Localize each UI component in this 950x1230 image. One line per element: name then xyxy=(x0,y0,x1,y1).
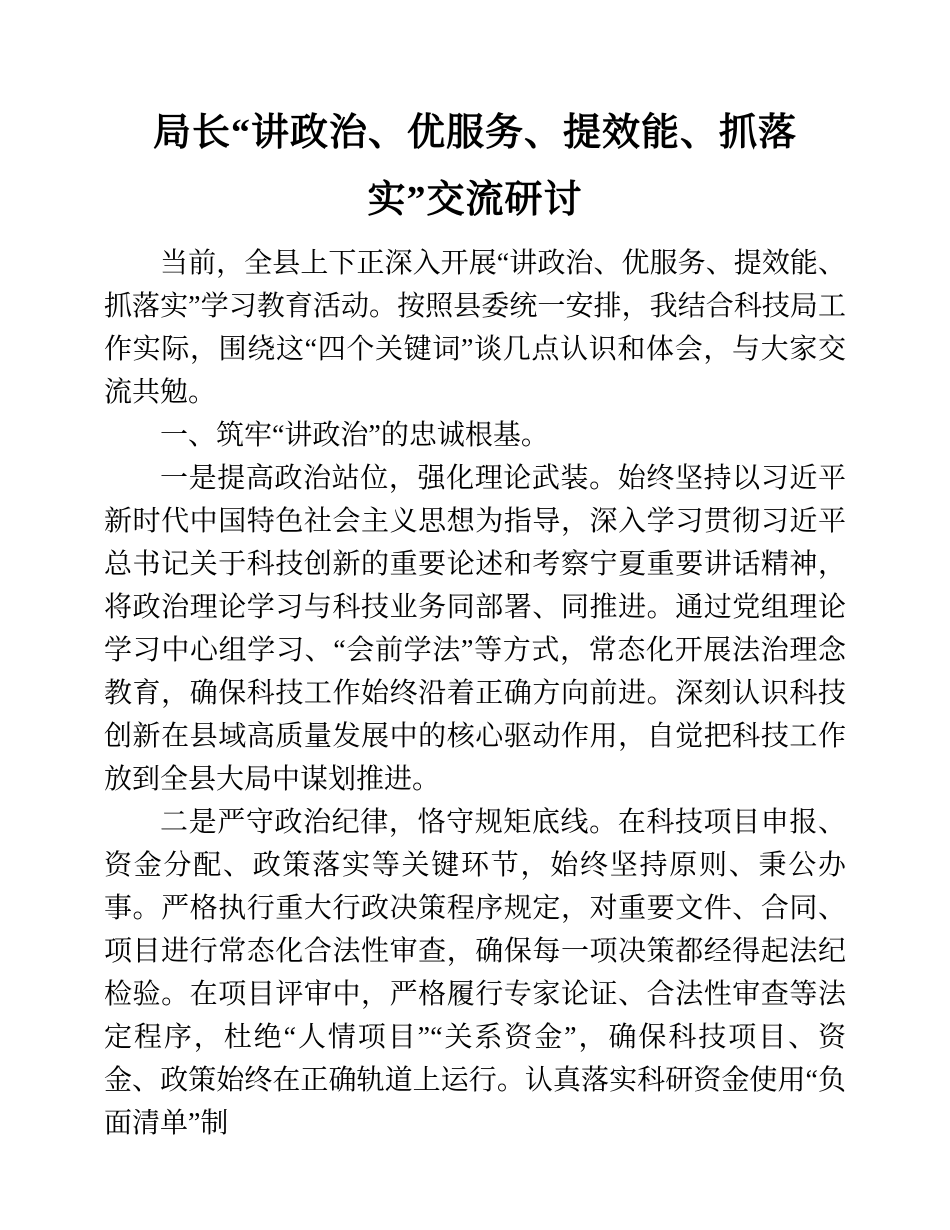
document-body xyxy=(104,242,846,1145)
document-title-line-1: 局长“讲政治、优服务、提效能、抓落 xyxy=(152,112,797,154)
section-heading-1: 一、筑牢“讲政治”的忠诚根基。 xyxy=(160,420,549,451)
paragraph-point-2: 二是严守政治纪律，恪守规矩底线。在科技项目申报、资金分配、政策落实等关键环节，始终坚持原则、秉公办事。严格执行重大行政决策程序规定，对重要文件、合同、项目进行常态化合法性审查，确保每一项决策都经得起法纪检验。在项目评审中，严格履行专家论证、合法性审查等法定程序，杜绝“人情项目”“关系资金”，确保科技项目、资金、政策始终在正确轨道上运行。认真落实科研资金使用“负面清单”制 xyxy=(104,807,846,1139)
paragraph-intro: 当前，全县上下正深入开展“讲政治、优服务、提效能、抓落实”学习教育活动。按照县委统一安排，我结合科技局工作实际，围绕这“四个关键词”谈几点认识和体会，与大家交流共勉。 xyxy=(104,248,846,408)
document-title xyxy=(104,100,846,234)
paragraph-point-1: 一是提高政治站位，强化理论武装。始终坚持以习近平新时代中国特色社会主义思想为指导，深入学习贯彻习近平总书记关于科技创新的重要论述和考察宁夏重要讲话精神，将政治理论学习与科技业务同部署、同推进。通过党组理论学习中心组学习、“会前学法”等方式，常态化开展法治理念教育，确保科技工作始终沿着正确方向前进。深刻认识科技创新在县域高质量发展中的核心驱动作用，自觉把科技工作放到全县大局中谋划推进。 xyxy=(104,463,846,795)
document-title-line-2: 实”交流研讨 xyxy=(367,179,583,221)
